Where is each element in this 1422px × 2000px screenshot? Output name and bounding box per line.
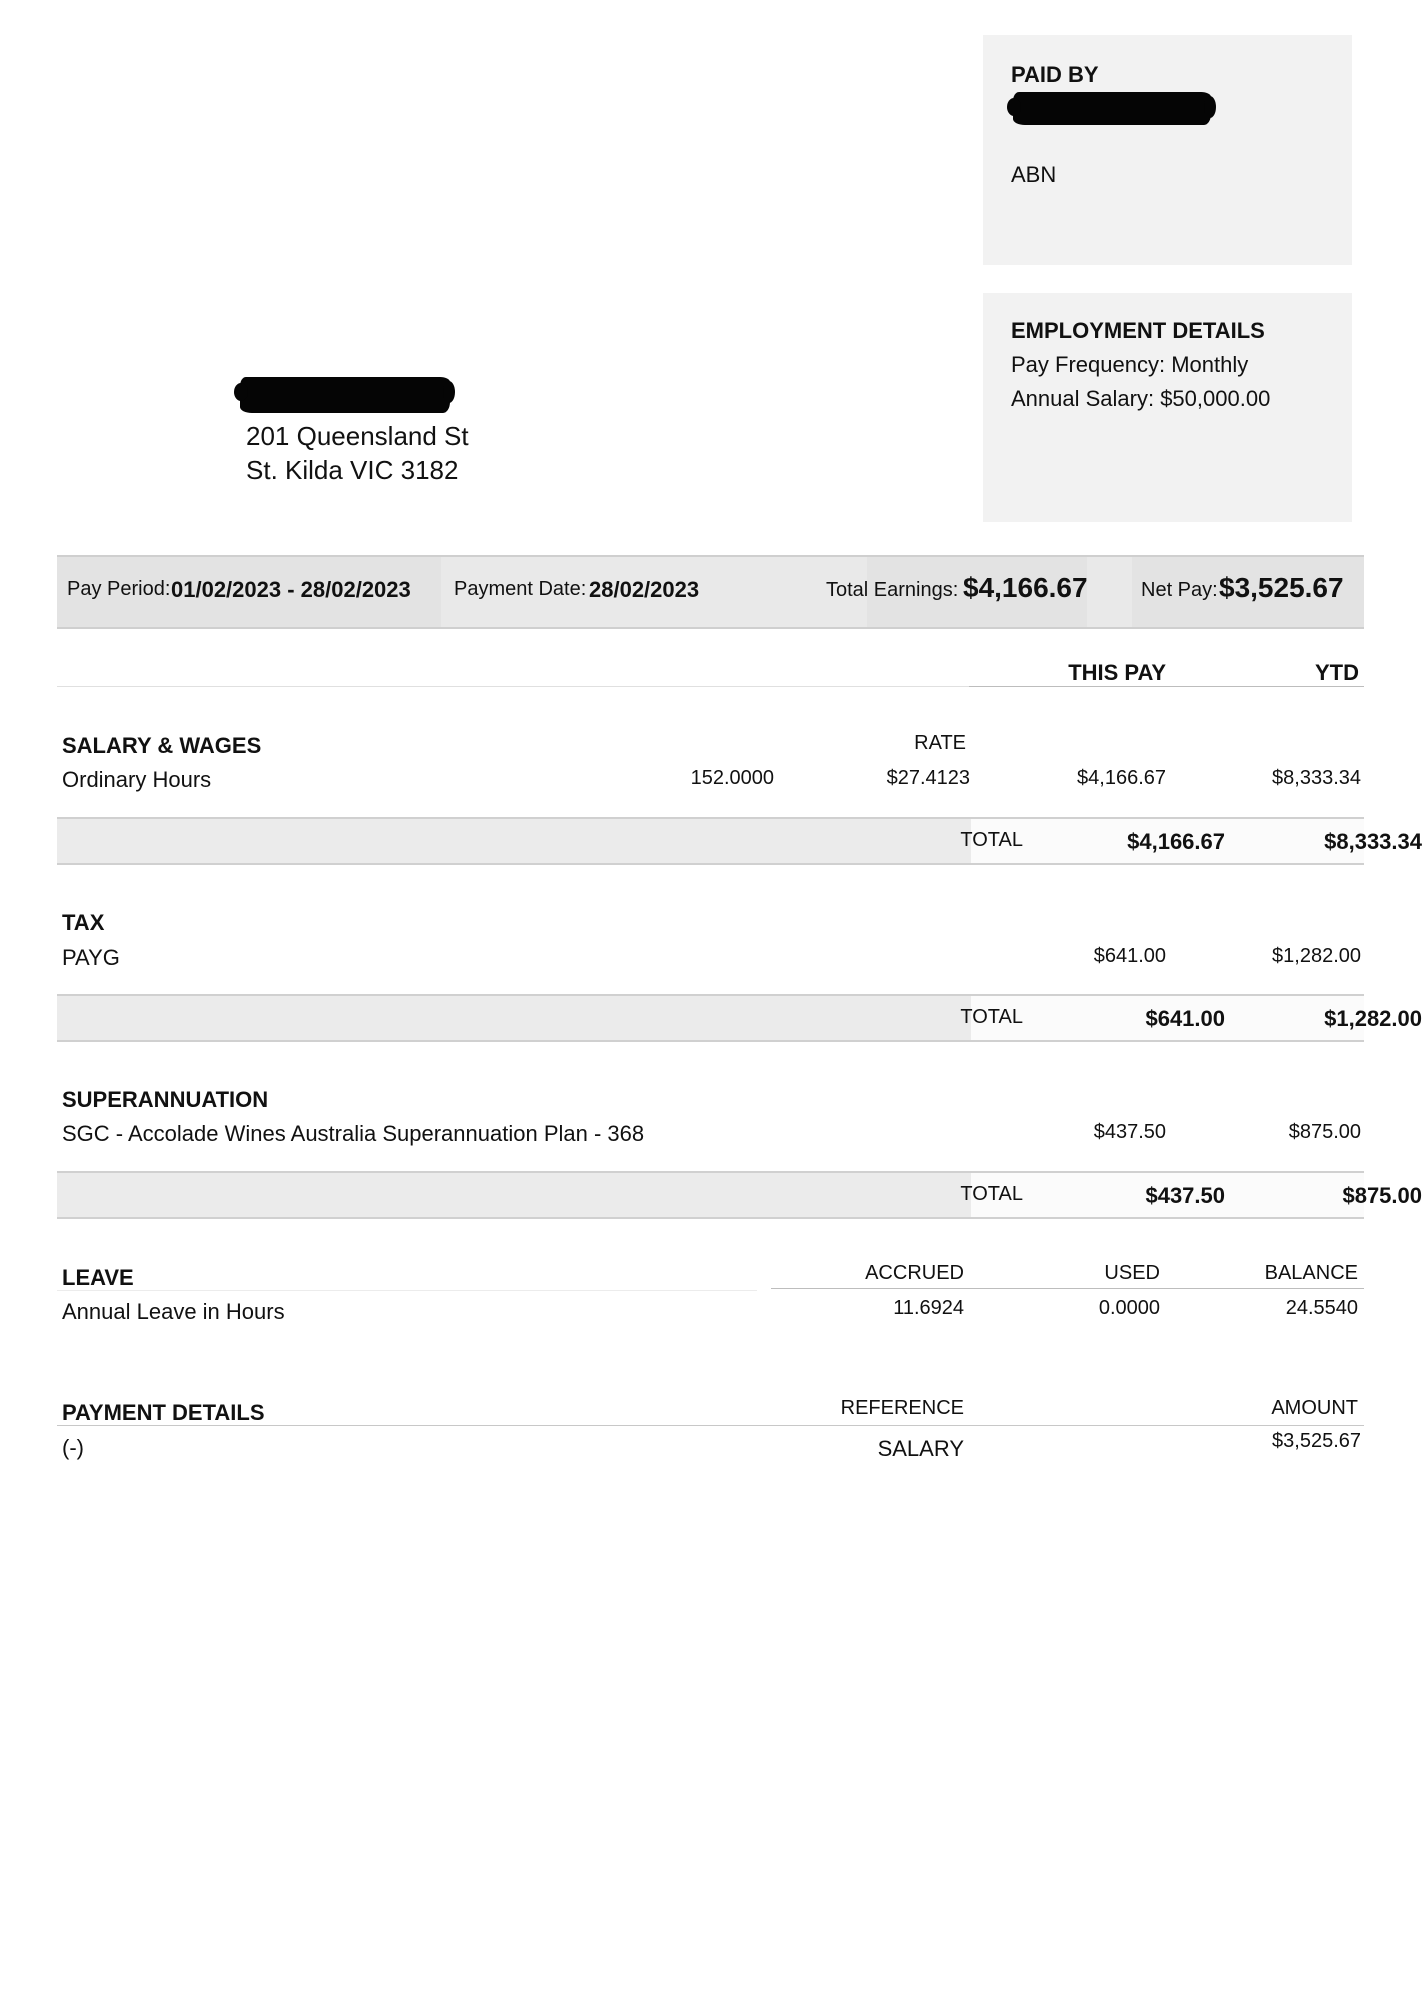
net-pay-value: $3,525.67: [1219, 572, 1344, 603]
payg-label: PAYG: [62, 945, 120, 970]
used-column-header: USED: [1104, 1262, 1160, 1284]
ordinary-hours-ytd: $8,333.34: [1272, 767, 1361, 789]
payment-date-value: 28/02/2023: [589, 577, 700, 602]
salary-total-ytd: $8,333.34: [1324, 829, 1422, 854]
super-total-row: [57, 1171, 1422, 1219]
redacted-employee-name: [240, 377, 450, 413]
accrued-column-header: ACCRUED: [865, 1262, 964, 1284]
annual-leave-balance: 24.5540: [1285, 1297, 1358, 1319]
annual-leave-used: 0.0000: [1098, 1297, 1160, 1319]
super-this-pay: $437.50: [1093, 1121, 1166, 1143]
tax-total-ytd: $1,282.00: [1324, 1006, 1422, 1031]
payg-ytd: $1,282.00: [1272, 945, 1361, 967]
net-pay-label: Net Pay:: [1141, 579, 1218, 601]
leave-heading: LEAVE: [62, 1265, 134, 1290]
payment-reference: SALARY: [877, 1436, 964, 1461]
balance-column-header: BALANCE: [1264, 1262, 1358, 1284]
ytd-column-header: YTD: [1315, 660, 1359, 685]
pay-summary-bar: [57, 555, 1364, 629]
tax-total-this-pay: $641.00: [1145, 1006, 1225, 1031]
reference-column-header: REFERENCE: [840, 1397, 964, 1419]
amount-column-header: AMOUNT: [1271, 1397, 1358, 1419]
super-total-ytd: $875.00: [1342, 1183, 1422, 1208]
redacted-employer-name: [1013, 92, 1211, 125]
ordinary-hours-qty: 152.0000: [690, 767, 774, 789]
salary-wages-heading: SALARY & WAGES: [62, 733, 262, 758]
employment-details-heading: EMPLOYMENT DETAILS: [1011, 318, 1265, 343]
ordinary-hours-this-pay: $4,166.67: [1077, 767, 1166, 789]
address-line-2: St. Kilda VIC 3182: [246, 455, 459, 485]
tax-heading: TAX: [62, 910, 105, 935]
pay-frequency: Pay Frequency: Monthly: [1011, 352, 1249, 377]
payment-header-divider: [57, 1425, 1364, 1426]
super-ytd: $875.00: [1288, 1121, 1361, 1143]
payment-amount: $3,525.67: [1272, 1430, 1361, 1452]
column-header-divider: [57, 686, 969, 687]
abn-label: ABN: [1011, 162, 1057, 187]
paid-by-heading: PAID BY: [1011, 62, 1099, 87]
address-line-1: 201 Queensland St: [246, 421, 469, 451]
pay-period-label: Pay Period:: [67, 578, 171, 600]
leave-header-divider-right: [771, 1288, 1364, 1289]
this-pay-column-header: THIS PAY: [1068, 660, 1166, 685]
annual-leave-label: Annual Leave in Hours: [62, 1299, 285, 1324]
annual-salary: Annual Salary: $50,000.00: [1011, 386, 1271, 411]
pay-period-value: 01/02/2023 - 28/02/2023: [171, 577, 411, 602]
rate-column-header: RATE: [914, 732, 966, 754]
salary-total-this-pay: $4,166.67: [1127, 829, 1225, 854]
tax-total-row: [57, 994, 1422, 1042]
payment-date-label: Payment Date:: [454, 578, 587, 600]
ordinary-hours-label: Ordinary Hours: [62, 767, 212, 792]
salary-total-row: [57, 817, 1422, 865]
paid-by-box: [983, 35, 1352, 265]
superannuation-heading: SUPERANNUATION: [62, 1087, 269, 1112]
total-earnings-label: Total Earnings:: [826, 579, 959, 601]
payg-this-pay: $641.00: [1093, 945, 1166, 967]
tax-total-label: TOTAL: [960, 1006, 1023, 1028]
salary-total-label: TOTAL: [960, 829, 1023, 851]
super-total-label: TOTAL: [960, 1183, 1023, 1205]
employment-details-box: [983, 293, 1352, 522]
payment-details-heading: PAYMENT DETAILS: [62, 1400, 265, 1425]
ordinary-hours-rate: $27.4123: [886, 767, 970, 789]
payment-account-label: (-): [62, 1435, 84, 1460]
total-earnings-value: $4,166.67: [963, 572, 1088, 603]
annual-leave-accrued: 11.6924: [893, 1297, 964, 1319]
super-total-this-pay: $437.50: [1145, 1183, 1225, 1208]
leave-header-divider-left: [57, 1290, 757, 1291]
super-plan-label: SGC - Accolade Wines Australia Superannuation Plan - 368: [62, 1121, 645, 1146]
